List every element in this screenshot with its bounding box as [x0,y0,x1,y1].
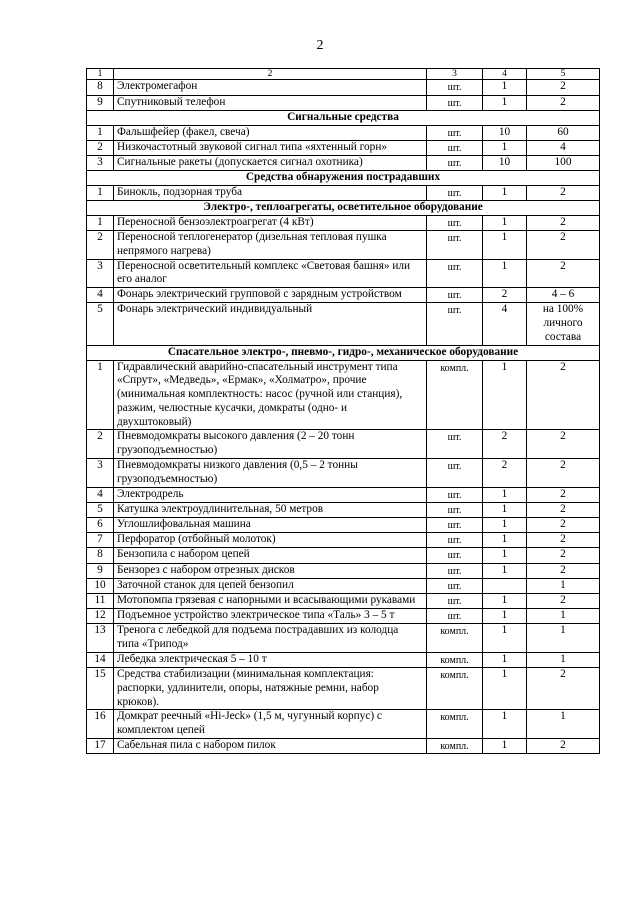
quantity-max: 2 [527,487,600,502]
item-name: Гидравлический аварийно-спасательный инструмент типа «Спрут», «Медведь», «Ермак», «Холматро», прочие (минимальная комплектность: насос (ручной или станция), разжим, челюстные кусачки, домкраты (одно- и двухштоковый) [114,360,427,430]
row-number: 1 [87,185,114,200]
item-name: Фальшфейер (факел, свеча) [114,125,427,140]
quantity-min: 1 [483,710,527,739]
item-name: Пневмодомкраты высокого давления (2 – 20 тонн грузоподъемностью) [114,430,427,459]
row-number: 16 [87,710,114,739]
table-row [87,593,600,608]
item-name: Переносной теплогенератор (дизельная тепловая пушка непрямого нагрева) [114,231,427,260]
table-row [87,533,600,548]
quantity-min: 1 [483,95,527,110]
item-name: Электродрель [114,487,427,502]
unit-of-measure: шт. [427,95,483,110]
quantity-min: 1 [483,668,527,710]
quantity-min: 1 [483,652,527,667]
table-row [87,578,600,593]
section-title: Сигнальные средства [87,110,600,125]
item-name: Бензопила с набором цепей [114,548,427,563]
unit-of-measure: компл. [427,710,483,739]
table-row [87,185,600,200]
unit-of-measure: шт. [427,593,483,608]
row-number: 2 [87,140,114,155]
row-number: 1 [87,215,114,230]
quantity-min: 1 [483,502,527,517]
item-name: Бинокль, подзорная труба [114,185,427,200]
page-number: 2 [316,38,324,53]
quantity-min [483,578,527,593]
row-number: 8 [87,548,114,563]
row-number: 14 [87,652,114,667]
unit-of-measure: компл. [427,624,483,653]
quantity-max: 2 [527,430,600,459]
quantity-max: 2 [527,259,600,288]
quantity-min: 1 [483,593,527,608]
quantity-min: 1 [483,609,527,624]
item-name: Сигнальные ракеты (допускается сигнал охотника) [114,155,427,170]
table-row [87,430,600,459]
quantity-max: 1 [527,578,600,593]
row-number: 6 [87,517,114,532]
quantity-max: 2 [527,593,600,608]
section-title: Спасательное электро-, пневмо-, гидро-, механическое оборудование [87,345,600,360]
equipment-table [86,68,600,754]
unit-of-measure: шт. [427,140,483,155]
quantity-min: 1 [483,140,527,155]
row-number: 8 [87,80,114,95]
unit-of-measure: шт. [427,231,483,260]
item-name: Лебедка электрическая 5 – 10 т [114,652,427,667]
unit-of-measure: шт. [427,517,483,532]
header-row [87,69,600,80]
row-number: 1 [87,125,114,140]
quantity-max: 4 [527,140,600,155]
row-number: 5 [87,303,114,345]
column-header: 5 [527,69,600,80]
item-name: Переносной осветительный комплекс «Световая башня» или его аналог [114,259,427,288]
quantity-max: 2 [527,668,600,710]
unit-of-measure: шт. [427,609,483,624]
quantity-max: 2 [527,231,600,260]
row-number: 2 [87,231,114,260]
unit-of-measure: компл. [427,652,483,667]
quantity-min: 1 [483,533,527,548]
quantity-min: 10 [483,155,527,170]
table-row [87,288,600,303]
table-row [87,738,600,753]
row-number: 5 [87,502,114,517]
table-row [87,140,600,155]
row-number: 17 [87,738,114,753]
quantity-max: 2 [527,95,600,110]
unit-of-measure: компл. [427,668,483,710]
item-name: Подъемное устройство электрическое типа «Таль» 3 – 5 т [114,609,427,624]
quantity-min: 1 [483,487,527,502]
item-name: Катушка электроудлинительная, 50 метров [114,502,427,517]
row-number: 11 [87,593,114,608]
quantity-min: 1 [483,231,527,260]
quantity-max: 2 [527,215,600,230]
unit-of-measure: шт. [427,185,483,200]
row-number: 9 [87,95,114,110]
unit-of-measure: шт. [427,155,483,170]
unit-of-measure: шт. [427,259,483,288]
section-title: Электро-, теплоагрегаты, осветительное оборудование [87,201,600,216]
unit-of-measure: шт. [427,303,483,345]
table-row [87,459,600,488]
item-name: Электромегафон [114,80,427,95]
row-number: 15 [87,668,114,710]
unit-of-measure: шт. [427,578,483,593]
table-row [87,517,600,532]
row-number: 3 [87,259,114,288]
unit-of-measure: шт. [427,459,483,488]
quantity-max: 2 [527,563,600,578]
quantity-max: на 100% личного состава [527,303,600,345]
equipment-table-body [87,69,600,754]
row-number: 10 [87,578,114,593]
quantity-min: 1 [483,215,527,230]
quantity-min: 10 [483,125,527,140]
quantity-max: 2 [527,548,600,563]
item-name: Спутниковый телефон [114,95,427,110]
unit-of-measure: шт. [427,563,483,578]
column-header: 1 [87,69,114,80]
table-row [87,710,600,739]
table-row [87,155,600,170]
unit-of-measure: шт. [427,533,483,548]
table-row [87,487,600,502]
item-name: Сабельная пила с набором пилок [114,738,427,753]
quantity-min: 1 [483,259,527,288]
section-header-row [87,201,600,216]
row-number: 4 [87,487,114,502]
table-row [87,125,600,140]
quantity-max: 2 [527,80,600,95]
row-number: 12 [87,609,114,624]
quantity-max: 4 – 6 [527,288,600,303]
quantity-min: 4 [483,303,527,345]
quantity-max: 2 [527,360,600,430]
quantity-min: 2 [483,430,527,459]
unit-of-measure: компл. [427,360,483,430]
quantity-max: 2 [527,185,600,200]
quantity-min: 2 [483,288,527,303]
row-number: 9 [87,563,114,578]
quantity-min: 1 [483,563,527,578]
table-row [87,563,600,578]
table-row [87,624,600,653]
table-row [87,231,600,260]
section-header-row [87,171,600,186]
item-name: Перфоратор (отбойный молоток) [114,533,427,548]
unit-of-measure: шт. [427,430,483,459]
table-row [87,652,600,667]
quantity-min: 1 [483,624,527,653]
quantity-max: 2 [527,517,600,532]
column-header: 2 [114,69,427,80]
quantity-min: 2 [483,459,527,488]
quantity-min: 1 [483,80,527,95]
table-row [87,548,600,563]
table-row [87,303,600,345]
item-name: Заточной станок для цепей бензопил [114,578,427,593]
item-name: Фонарь электрический групповой с зарядным устройством [114,288,427,303]
table-row [87,95,600,110]
row-number: 3 [87,155,114,170]
section-header-row [87,345,600,360]
table-row [87,502,600,517]
quantity-max: 2 [527,533,600,548]
unit-of-measure: шт. [427,80,483,95]
item-name: Средства стабилизации (минимальная комплектация: распорки, удлинители, опоры, натяжные ремни, набор крюков). [114,668,427,710]
table-row [87,668,600,710]
unit-of-measure: шт. [427,125,483,140]
row-number: 13 [87,624,114,653]
item-name: Тренога с лебедкой для подъема пострадавших из колодца типа «Трипод» [114,624,427,653]
quantity-min: 1 [483,185,527,200]
quantity-max: 1 [527,624,600,653]
quantity-min: 1 [483,738,527,753]
table-row [87,360,600,430]
section-header-row [87,110,600,125]
table-row [87,80,600,95]
quantity-min: 1 [483,517,527,532]
quantity-min: 1 [483,360,527,430]
table-row [87,259,600,288]
item-name: Низкочастотный звуковой сигнал типа «яхтенный горн» [114,140,427,155]
item-name: Мотопомпа грязевая с напорными и всасывающими рукавами [114,593,427,608]
column-header: 3 [427,69,483,80]
column-header: 4 [483,69,527,80]
row-number: 7 [87,533,114,548]
row-number: 1 [87,360,114,430]
quantity-max: 60 [527,125,600,140]
unit-of-measure: шт. [427,288,483,303]
quantity-max: 2 [527,459,600,488]
row-number: 4 [87,288,114,303]
unit-of-measure: шт. [427,215,483,230]
item-name: Пневмодомкраты низкого давления (0,5 – 2 тонны грузоподъемностью) [114,459,427,488]
row-number: 3 [87,459,114,488]
item-name: Углошлифовальная машина [114,517,427,532]
item-name: Домкрат реечный «Hi-Jeck» (1,5 м, чугунный корпус) с комплектом цепей [114,710,427,739]
row-number: 2 [87,430,114,459]
unit-of-measure: компл. [427,738,483,753]
table-row [87,609,600,624]
unit-of-measure: шт. [427,548,483,563]
quantity-max: 2 [527,738,600,753]
item-name: Переносной бензоэлектроагрегат (4 кВт) [114,215,427,230]
quantity-max: 100 [527,155,600,170]
quantity-min: 1 [483,548,527,563]
section-title: Средства обнаружения пострадавших [87,171,600,186]
quantity-max: 1 [527,609,600,624]
quantity-max: 2 [527,502,600,517]
quantity-max: 1 [527,710,600,739]
quantity-max: 1 [527,652,600,667]
unit-of-measure: шт. [427,487,483,502]
unit-of-measure: шт. [427,502,483,517]
item-name: Фонарь электрический индивидуальный [114,303,427,345]
item-name: Бензорез с набором отрезных дисков [114,563,427,578]
table-row [87,215,600,230]
